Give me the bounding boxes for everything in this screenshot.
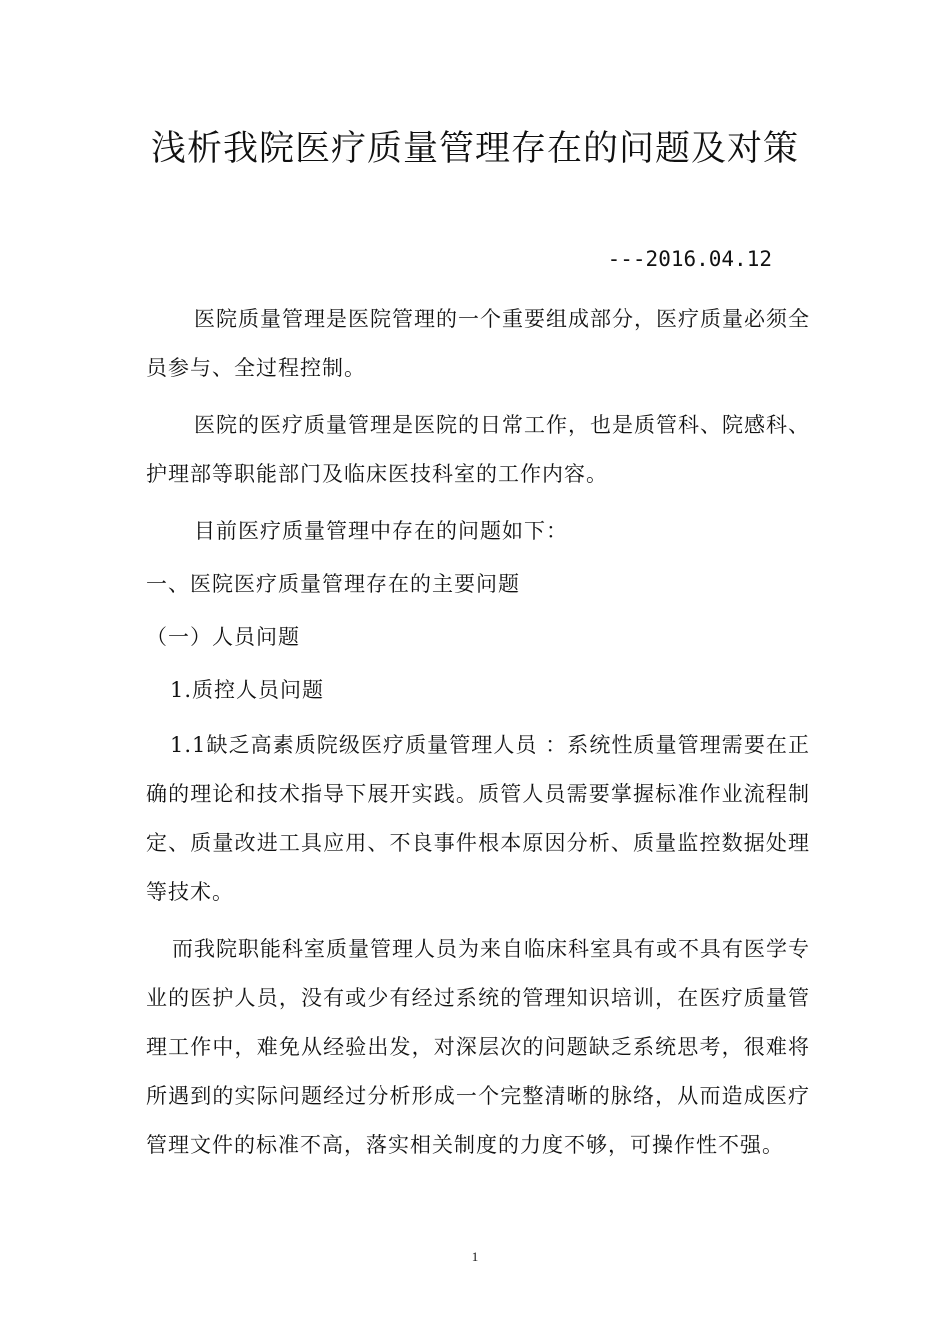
- document-date: ---2016.04.12: [607, 247, 772, 271]
- paragraph-1-1: 1.1缺乏高素质院级医疗质量管理人员 ：系统性质量管理需要在正确的理论和技术指导下展开实践。质管人员需要掌握标准作业流程制定、质量改进工具应用、不良事件根本原因分析、质量监控数据处理等技术。: [146, 733, 810, 904]
- paragraph-staff-background: 而我院职能科室质量管理人员为来自临床科室具有或不具有医学专业的医护人员，没有或少有经过系统的管理知识培训，在医疗质量管理工作中，难免从经验出发，对深层次的问题缺乏系统思考，很难将所遇到的实际问题经过分析形成一个完整清晰的脉络，从而造成医疗管理文件的标准不高，落实相关制度的力度不够，可操作性不强。: [146, 937, 810, 1157]
- section-heading-1: 一、医院医疗质量管理存在的主要问题: [146, 572, 520, 596]
- paragraph-problems-lead: 目前医疗质量管理中存在的问题如下：: [194, 519, 568, 543]
- subsection-heading-personnel: （一）人员问题: [146, 625, 300, 649]
- document-title: 浅析我院医疗质量管理存在的问题及对策: [150, 129, 799, 169]
- page-number: 1: [471, 1249, 479, 1264]
- item-heading-qc-staff: 1.质控人员问题: [170, 678, 325, 702]
- paragraph-intro: 医院质量管理是医院管理的一个重要组成部分，医疗质量必须全员参与、全过程控制。: [146, 307, 810, 380]
- paragraph-scope: 医院的医疗质量管理是医院的日常工作，也是质管科、院感科、护理部等职能部门及临床医技科室的工作内容。: [146, 413, 810, 486]
- document-body: [146, 295, 810, 1170]
